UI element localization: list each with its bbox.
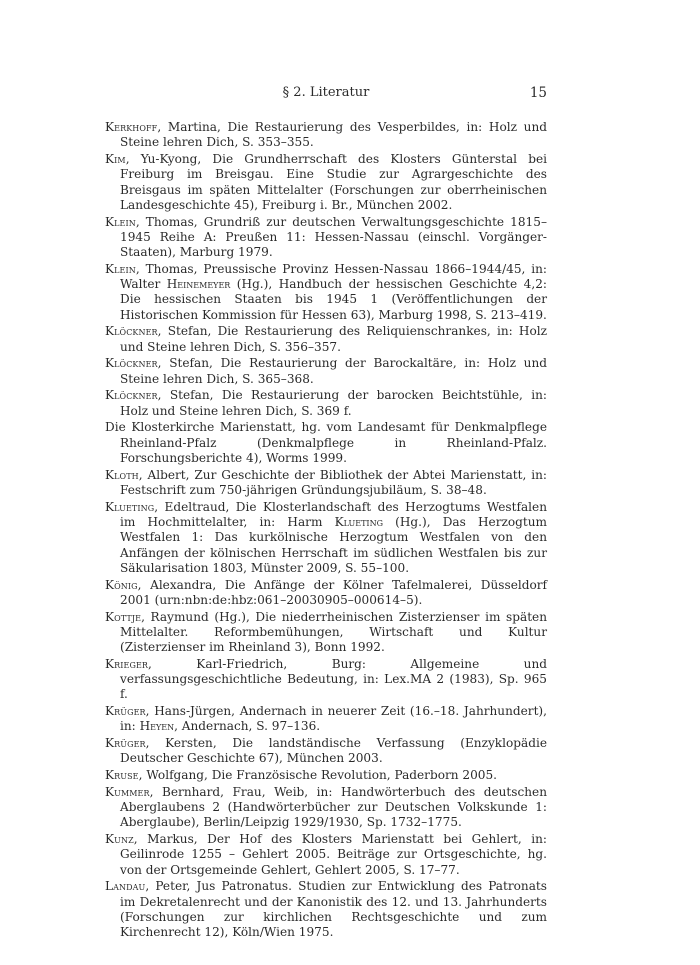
bibliography-entry — [105, 420, 547, 466]
bibliography-entry — [105, 768, 547, 783]
entry-editor: Klueting — [334, 514, 383, 529]
entry-author: Krieger — [105, 656, 149, 671]
bibliography-list — [105, 120, 547, 940]
entry-editor: Heyen — [139, 719, 175, 734]
bibliography-entry — [105, 578, 547, 609]
bibliography-entry — [105, 657, 547, 703]
page-number: 15 — [529, 85, 547, 101]
entry-author: König — [105, 577, 138, 592]
entry-text: , Markus, Der Hof des Klosters Marienstatt bei Gehlert, in: Geilinrode 1255 – Gehlert 2005. Beiträge zur Ortsgeschichte, hg. von der Ortsgemeinde Gehlert, Gehlert 2005, S. 17–77. — [120, 832, 547, 877]
entry-text: , Hans-Jürgen, Andernach in neuerer Zeit (16.–18. Jahrhundert), in: — [120, 704, 547, 734]
bibliography-entry — [105, 120, 547, 151]
entry-text: , Peter, Jus Patronatus. Studien zur Entwicklung des Patronats im Dekretalenrecht und der Kanonistik des 12. und 13. Jahrhunderts (Forschungen zur kirchlichen Rechtsgeschichte und zum Kirchenrecht 12), Köln/Wien 1975. — [120, 879, 547, 940]
book-page — [105, 82, 547, 942]
entry-author: Kummer — [105, 784, 150, 799]
entry-text: , Kersten, Die landständische Verfassung (Enzyklopädie Deutscher Geschichte 67), München 2003. — [120, 736, 547, 766]
entry-text: , Yu-Kyong, Die Grundherrschaft des Klosters Günterstal bei Freiburg im Breisgau. Eine Studie zur Agrargeschichte des Breisgaus im späten Mittelalter (Forschungen zur oberrheinischen Landesgeschichte 45), Freiburg i. Br., München 2002. — [120, 151, 547, 212]
entry-author: Kunz — [105, 832, 134, 846]
entry-text: , Thomas, Grundriß zur deutschen Verwaltungsgeschichte 1815–1945 Reihe A: Preußen 11: Hessen-Nassau (einschl. Vorgänger-Staaten), Marburg 1979. — [120, 214, 547, 260]
entry-author: Kottje — [105, 609, 142, 624]
bibliography-entry — [105, 324, 547, 355]
entry-author: Klöckner — [105, 324, 158, 339]
bibliography-entry — [105, 388, 547, 419]
bibliography-entry — [105, 736, 547, 767]
entry-editor: Heinemeyer — [166, 277, 231, 292]
bibliography-entry — [105, 832, 547, 878]
entry-author: Landau — [105, 879, 146, 894]
bibliography-entry — [105, 468, 547, 499]
entry-author: Klöckner — [105, 356, 158, 371]
entry-author: Klöckner — [105, 388, 158, 403]
bibliography-entry — [105, 262, 547, 323]
entry-text: , Wolfgang, Die Französische Revolution, Paderborn 2005. — [138, 768, 498, 783]
entry-text: , Edeltraud, Die Klosterlandschaft des Herzogtums Westfalen im Hochmittelalter, in: Harm — [120, 499, 547, 529]
bibliography-entry — [105, 704, 547, 735]
entry-text: , Bernhard, Frau, Weib, in: Handwörterbuch des deutschen Aberglaubens 2 (Handwörterbücher zur Deutschen Volkskunde 1: Aberglaube), Berlin/Leipzig 1929/1930, Sp. 1732–1775. — [120, 784, 547, 830]
entry-text: (Hg.), Das Herzogtum Westfalen 1: Das kurkölnische Herzogtum Westfalen von den Anfängen der kölnischen Herrschaft im südlichen Westfalen bis zur Säkularisation 1803, Münster 2009, S. 55–100. — [120, 514, 547, 575]
entry-author: Klueting — [105, 499, 155, 514]
entry-text: Die Klosterkirche Marienstatt, hg. vom Landesamt für Denkmalpflege Rheinland-Pfalz (Denkmalpflege in Rheinland-Pfalz. Forschungsberichte 4), Worms 1999. — [105, 420, 547, 465]
entry-author: Klein — [105, 261, 136, 276]
bibliography-entry — [105, 500, 547, 576]
entry-text: (Hg.), Handbuch der hessischen Geschichte 4,2: Die hessischen Staaten bis 1945 1 (Veröffentlichungen der Historischen Kommission für Hessen 63), Marburg 1998, S. 213–419. — [120, 277, 547, 322]
entry-text: , Martina, Die Restaurierung des Vesperbildes, in: Holz und Steine lehren Dich, S. 353–355. — [120, 120, 547, 150]
entry-text: , Thomas, Preussische Provinz Hessen-Nassau 1866–1944/45, in: Walter — [120, 261, 547, 292]
entry-text: , Andernach, S. 97–136. — [174, 719, 321, 734]
bibliography-entry — [105, 356, 547, 387]
entry-text: , Raymund (Hg.), Die niederrheinischen Zisterzienser im späten Mittelalter. Reformbemühungen, Wirtschaft und Kultur (Zisterzienser im Rheinland 3), Bonn 1992. — [120, 609, 547, 655]
section-title: § 2. Literatur — [282, 85, 370, 100]
entry-author: Kloth — [105, 467, 139, 482]
entry-author: Krüger — [105, 704, 146, 719]
bibliography-entry — [105, 215, 547, 261]
entry-text: , Stefan, Die Restaurierung der barocken Beichtstühle, in: Holz und Steine lehren Dich, S. 369 f. — [120, 388, 547, 418]
running-head — [105, 82, 547, 104]
entry-author: Kruse — [105, 768, 139, 783]
entry-text: , Stefan, Die Restaurierung der Barockaltäre, in: Holz und Steine lehren Dich, S. 365–368. — [120, 356, 547, 386]
entry-author: Kerkhoff — [105, 120, 158, 134]
entry-text: , Albert, Zur Geschichte der Bibliothek der Abtei Marienstatt, in: Festschrift zum 750-jährigen Gründungsjubiläum, S. 38–48. — [120, 467, 547, 497]
entry-author: Klein — [105, 214, 136, 229]
bibliography-entry — [105, 610, 547, 656]
bibliography-entry — [105, 879, 547, 940]
bibliography-entry — [105, 152, 547, 213]
bibliography-entry — [105, 785, 547, 831]
entry-author: Kim — [105, 151, 126, 166]
entry-text: , Stefan, Die Restaurierung des Reliquienschrankes, in: Holz und Steine lehren Dich, S. 356–357. — [120, 324, 547, 354]
entry-text: , Karl-Friedrich, Burg: Allgemeine und verfassungsgeschichtliche Bedeutung, in: Lex.MA 2 (1983), Sp. 965 f. — [120, 656, 547, 702]
entry-text: , Alexandra, Die Anfänge der Kölner Tafelmalerei, Düsseldorf 2001 (urn:nbn:de:hbz:061–20030905–000614–5). — [120, 577, 547, 607]
entry-author: Krüger — [105, 736, 146, 751]
